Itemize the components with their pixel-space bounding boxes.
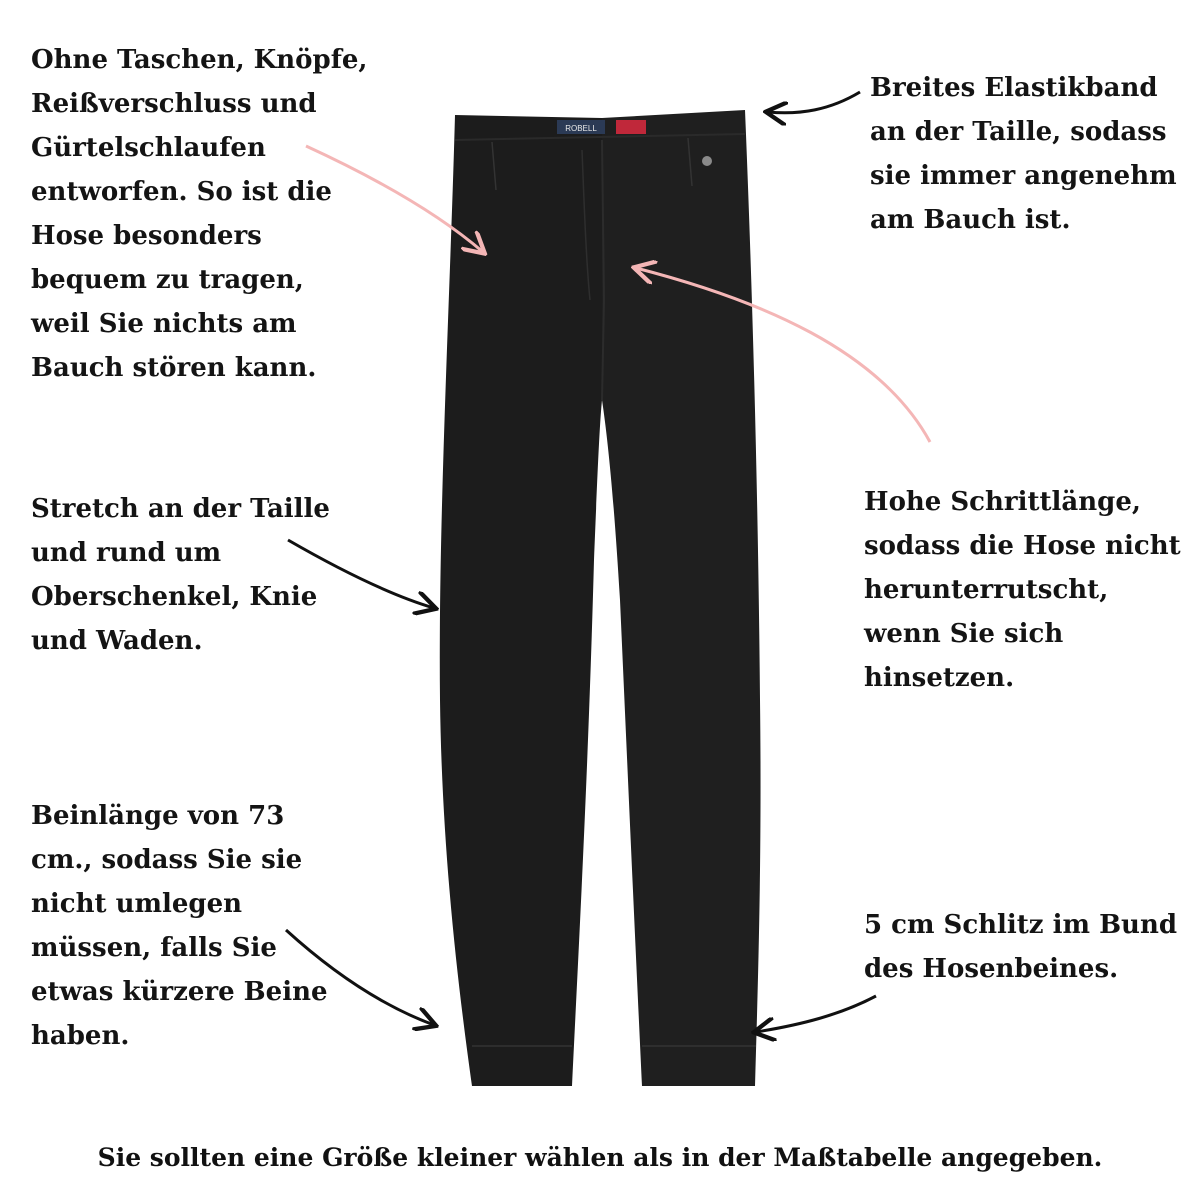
pants-image <box>440 110 761 1086</box>
pants-right-leg <box>602 110 761 1086</box>
callout-inseam: Beinlänge von 73 cm., sodass Sie sie nicht umlegen müssen, falls Sie etwas kürzere Beine haben. <box>31 801 328 1051</box>
rivet-icon <box>702 156 712 166</box>
callout-rise: Hohe Schrittlänge, sodass die Hose nicht herunterrutscht, wenn Sie sich hinsetzen. <box>864 487 1181 693</box>
callout-stretch: Stretch an der Taille und rund um Oberschenkel, Knie und Waden. <box>31 494 330 656</box>
callout-no-pockets: Ohne Taschen, Knöpfe, Reißverschluss und Gürtelschlaufen entworfen. So ist die Hose besonders bequem zu tragen, weil Sie nichts am Bauch stören kann. <box>31 45 368 383</box>
callout-waistband: Breites Elastikband an der Taille, sodass sie immer angenehm am Bauch ist. <box>870 73 1177 235</box>
pants-left-leg <box>440 115 602 1086</box>
arrow-waistband <box>768 92 860 113</box>
arrow-slit <box>756 996 876 1032</box>
size-advice-footer: Sie sollten eine Größe kleiner wählen als in der Maßtabelle angegeben. <box>97 1143 1103 1172</box>
callout-slit: 5 cm Schlitz im Bund des Hosenbeines. <box>864 910 1178 984</box>
size-tag <box>616 120 646 134</box>
brand-label-text: ROBELL <box>565 124 597 133</box>
